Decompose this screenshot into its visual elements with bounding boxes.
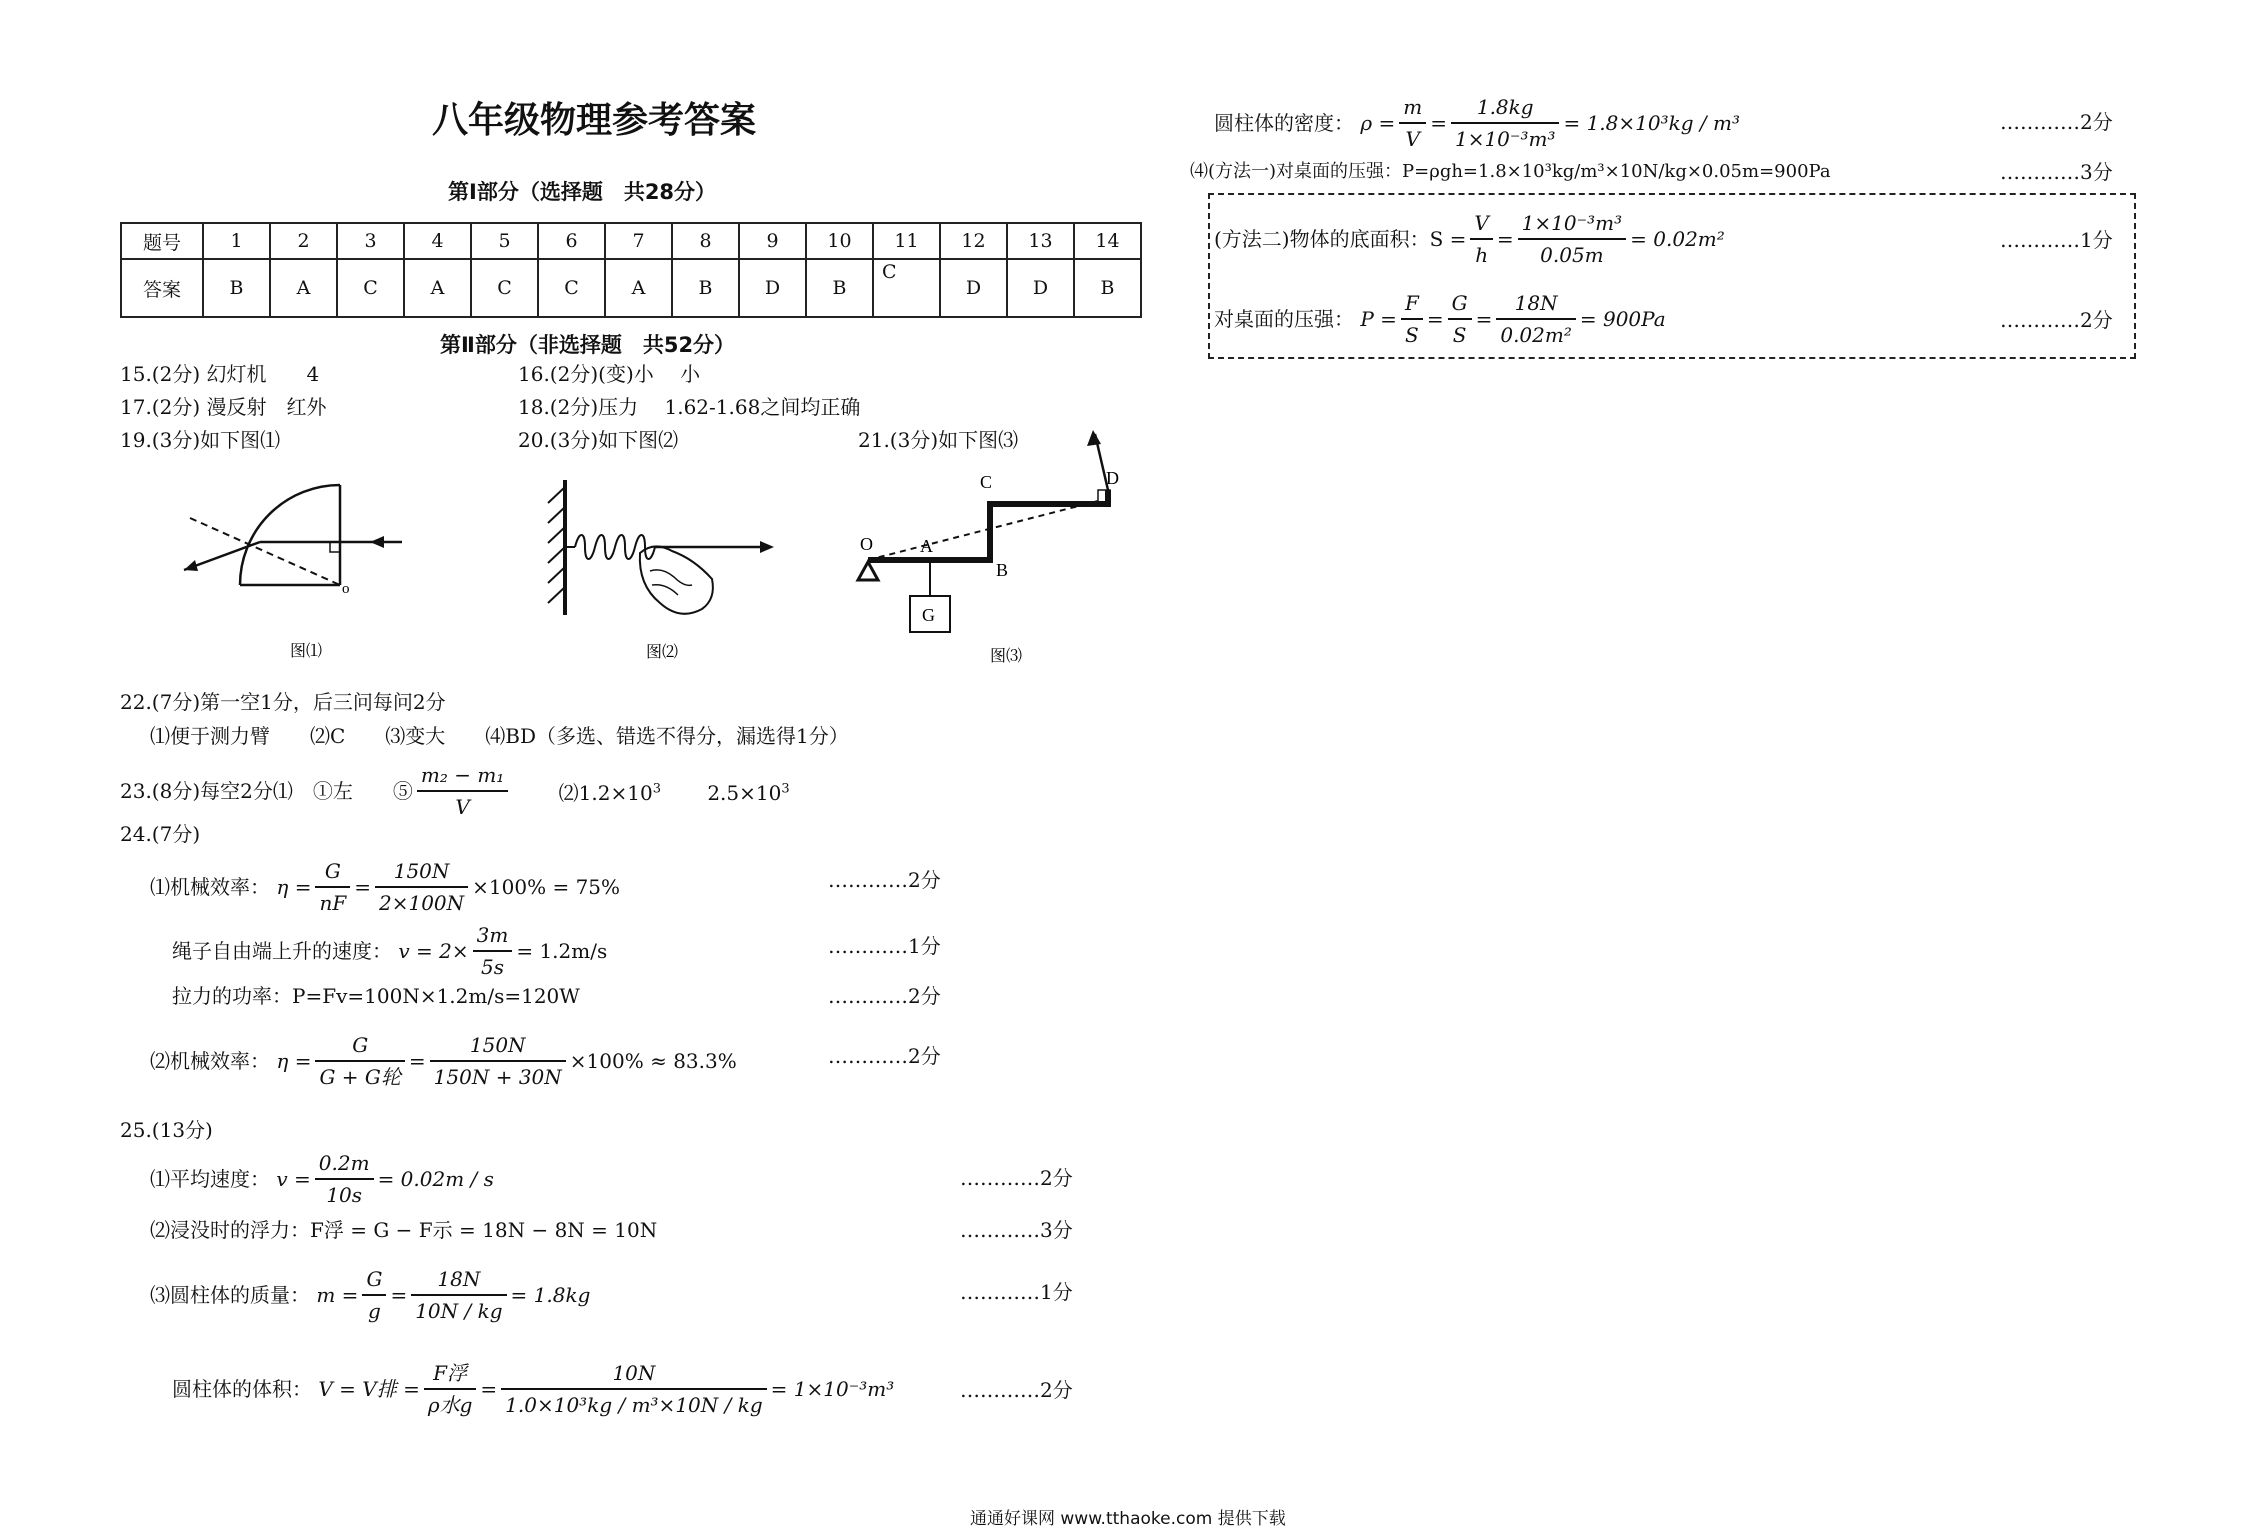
- fraction: [473, 920, 513, 982]
- fraction-num: G: [1451, 291, 1468, 315]
- fraction-num: 1.8kg: [1476, 95, 1534, 119]
- fraction-den: S: [1448, 318, 1472, 350]
- label: ⑵机械效率：: [150, 1049, 270, 1073]
- method1-line: ⑷(方法一)对桌面的压强：P=ρgh=1.8×10³kg/m³×10N/kg×0.05m=900Pa: [1190, 161, 1831, 182]
- answer-25-line2: ⑵浸没时的浮力：F浮 = G − F示 = 18N − 8N = 10N: [150, 1218, 658, 1242]
- table-cell: C: [873, 259, 940, 317]
- exponent: 3: [781, 781, 790, 797]
- score: …………2分: [828, 1044, 941, 1068]
- fraction: [315, 1030, 404, 1092]
- table-cell: 11: [873, 223, 940, 259]
- fraction-den: nF: [315, 886, 350, 918]
- fraction: [424, 1358, 477, 1420]
- table-cell: D: [1007, 259, 1074, 317]
- fraction-den: 0.02m²: [1496, 318, 1576, 350]
- answer-16: 16.(2分)(变)小 小: [518, 362, 701, 386]
- answer-23-tail: [707, 781, 789, 805]
- table-cell: C: [471, 259, 538, 317]
- label: ⑶圆柱体的质量：: [150, 1283, 310, 1307]
- density-line: 圆柱体的密度： ρ = $\frac{m}{V}$ = $\frac{1.8kg}{\text{1×10⁻³m³}}$ = 1.8×10³kg / m³: [1214, 92, 1740, 154]
- density-fraction: [417, 760, 508, 822]
- table-cell: B: [203, 259, 270, 317]
- fig3-label-o: O: [860, 534, 873, 554]
- fraction-num: 0.2m: [318, 1151, 370, 1175]
- tail: = 1.8×10³kg / m³: [1563, 111, 1740, 135]
- fraction-den: 0.05m: [1518, 238, 1627, 270]
- fraction: [430, 1030, 566, 1092]
- label: 绳子自由端上升的速度：: [172, 939, 392, 963]
- answer-25-line3: ⑶圆柱体的质量： m = $\frac{G}{g}$ = $\frac{18N}{10N / kg}$ = 1.8kg: [150, 1264, 590, 1326]
- fig3-label-g: G: [922, 605, 935, 625]
- label: (方法二)物体的底面积：S =: [1214, 227, 1467, 251]
- tail: = 900Pa: [1579, 307, 1666, 331]
- table-cell: A: [404, 259, 471, 317]
- answer-24-line2: [172, 920, 607, 982]
- fraction-den: V: [1399, 122, 1426, 154]
- answer-21: 21.(3分)如下图⑶: [858, 428, 1019, 452]
- fraction: [501, 1358, 766, 1420]
- fraction-num: 150N: [469, 1033, 526, 1057]
- fig3-label-c: C: [980, 472, 993, 492]
- table-cell: 14: [1074, 223, 1141, 259]
- fraction: [375, 856, 468, 918]
- answer-18: 18.(2分)压力 1.62-1.68之间均正确: [518, 395, 861, 419]
- fraction-num: m: [1403, 95, 1423, 119]
- fraction: [1451, 92, 1560, 154]
- fraction-den: 10N / kg: [411, 1294, 506, 1326]
- fraction-den: 10s: [315, 1178, 374, 1210]
- table-cell: 7: [605, 223, 672, 259]
- answer-23-tail-text: 2.5×10: [707, 780, 782, 805]
- fig3-caption: 图⑶: [990, 648, 1023, 665]
- fraction-num: F: [1404, 291, 1419, 315]
- fig1-caption: 图⑴: [290, 643, 323, 660]
- fraction-num: 150N: [393, 859, 450, 883]
- label: ⑴机械效率：: [150, 875, 270, 899]
- tail: = 0.02m / s: [377, 1167, 494, 1191]
- answer-15: 15.(2分) 幻灯机 4: [120, 362, 320, 386]
- tail: ×100% ≈ 83.3%: [569, 1049, 737, 1073]
- answer-19: 19.(3分)如下图⑴: [120, 428, 281, 452]
- method2-line: (方法二)物体的底面积：S = $\frac{V}{h}$ = $\frac{\text{1×10⁻³m³}}{0.05m}$ = 0.02m²: [1214, 208, 1725, 270]
- fraction-den: 1.0×10³kg / m³×10N / kg: [501, 1388, 766, 1420]
- fraction-den: V: [417, 790, 508, 822]
- fraction-den: S: [1401, 318, 1423, 350]
- tail: = 1.8kg: [510, 1283, 591, 1307]
- fraction-den: G + G轮: [315, 1060, 404, 1092]
- table-cell: D: [739, 259, 806, 317]
- lhs: v = 2×: [398, 939, 469, 963]
- answer-23-prefix: 23.(8分)每空2分⑴ ①左 ⑤: [120, 779, 413, 803]
- figure-refraction: [170, 480, 420, 660]
- fig3-label-a: A: [920, 536, 933, 556]
- fraction: [1496, 288, 1576, 350]
- fig3-label-d: D: [1106, 468, 1119, 488]
- table-cell: B: [672, 259, 739, 317]
- lhs: m =: [316, 1283, 359, 1307]
- fraction-den: 150N + 30N: [430, 1060, 566, 1092]
- question-row: [121, 223, 1141, 259]
- answer-22-head: 22.(7分)第一空1分，后三问每问2分: [120, 690, 446, 714]
- table-cell: 9: [739, 223, 806, 259]
- answer-23-mid-text: ⑵1.2×10: [558, 780, 653, 805]
- score: …………2分: [828, 868, 941, 892]
- fraction-den: h: [1470, 238, 1492, 270]
- lhs: ρ =: [1360, 111, 1396, 135]
- table-cell: B: [806, 259, 873, 317]
- tail: = 0.02m²: [1630, 227, 1725, 251]
- answer-22-body: ⑴便于测力臂 ⑵C ⑶变大 ⑷BD（多选、错选不得分，漏选得1分）: [150, 724, 849, 748]
- fraction: [1401, 288, 1423, 350]
- answer-row: [121, 259, 1141, 317]
- table-cell: D: [940, 259, 1007, 317]
- tail: = 1×10⁻³m³: [770, 1377, 895, 1401]
- part2-heading: 第Ⅱ部分（非选择题 共52分）: [440, 333, 736, 357]
- fraction-den: ρ水g: [424, 1388, 477, 1420]
- score: …………2分: [960, 1166, 1073, 1190]
- fraction: [1518, 208, 1627, 270]
- answer-24-line3: 拉力的功率：P=Fv=100N×1.2m/s=120W: [172, 984, 580, 1008]
- fraction-num: 18N: [1514, 291, 1558, 315]
- fig3-label-b: B: [996, 560, 1009, 580]
- answer-25-head: 25.(13分): [120, 1118, 213, 1142]
- exponent: 3: [652, 781, 661, 797]
- table-cell: 13: [1007, 223, 1074, 259]
- fraction-num: 3m: [476, 923, 509, 947]
- score: …………3分: [960, 1218, 1073, 1242]
- score: …………3分: [2000, 160, 2113, 184]
- tail: ×100% = 75%: [472, 875, 621, 899]
- row-label-q: 题号: [121, 223, 203, 259]
- lhs: v =: [276, 1167, 311, 1191]
- lhs: P =: [1360, 307, 1397, 331]
- fraction-num: G: [366, 1267, 383, 1291]
- answer-24-line4: ⑵机械效率： η = $\frac{G}{\text{G + G轮}}$ = $\frac{150N}{150N + 30N}$ ×100% ≈ 83.3%: [150, 1030, 737, 1092]
- table-cell: A: [270, 259, 337, 317]
- answer-20: 20.(3分)如下图⑵: [518, 428, 679, 452]
- score: …………2分: [2000, 110, 2113, 134]
- fraction-num: 18N: [437, 1267, 481, 1291]
- fraction: [411, 1264, 506, 1326]
- lhs: η =: [276, 1049, 312, 1073]
- fraction-den: 5s: [473, 950, 513, 982]
- fraction-num: m₂ − m₁: [420, 763, 505, 787]
- fraction-num: G: [324, 859, 341, 883]
- tail: = 1.2m/s: [516, 939, 608, 963]
- page-title: 八年级物理参考答案: [432, 100, 757, 141]
- table-cell: B: [1074, 259, 1141, 317]
- fraction: [1470, 208, 1492, 270]
- score: …………1分: [2000, 228, 2113, 252]
- score: …………1分: [828, 934, 941, 958]
- table-cell: 1: [203, 223, 270, 259]
- fraction-num: 1×10⁻³m³: [1521, 211, 1623, 235]
- answer-17: 17.(2分) 漫反射 红外: [120, 395, 327, 419]
- answer-23: [120, 760, 790, 822]
- table-cell: 4: [404, 223, 471, 259]
- pressure-line: 对桌面的压强： P = $\frac{F}{S}$ = $\frac{G}{S}$ = $\frac{18N}{\text{0.02m²}}$ = 900Pa: [1214, 288, 1666, 350]
- table-cell: A: [605, 259, 672, 317]
- fraction: [362, 1264, 386, 1326]
- fraction: [315, 856, 350, 918]
- label: 圆柱体的体积：: [172, 1377, 312, 1401]
- lhs: η =: [276, 875, 312, 899]
- table-cell: 2: [270, 223, 337, 259]
- fraction-num: 10N: [612, 1361, 656, 1385]
- answer-24-line1: ⑴机械效率： η = $\frac{G}{nF}$ = $\frac{150N}{2\times 100N}$ ×100% = 75%: [150, 856, 620, 918]
- answer-25-line1: [150, 1148, 494, 1210]
- answer-table: [120, 222, 1142, 318]
- fraction-den: 1×10⁻³m³: [1451, 122, 1560, 154]
- fraction: [1448, 288, 1472, 350]
- table-cell: 10: [806, 223, 873, 259]
- fraction: [1399, 92, 1426, 154]
- label: 圆柱体的密度：: [1214, 111, 1354, 135]
- score: …………2分: [960, 1378, 1073, 1402]
- fraction-den: 2×100N: [375, 886, 468, 918]
- table-cell: C: [538, 259, 605, 317]
- label: ⑴平均速度：: [150, 1167, 270, 1191]
- fraction: [315, 1148, 374, 1210]
- table-cell: 3: [337, 223, 404, 259]
- score: …………2分: [828, 984, 941, 1008]
- table-cell: 5: [471, 223, 538, 259]
- fraction-num: F浮: [433, 1361, 468, 1385]
- fig1-o-label: o: [342, 581, 350, 597]
- figure-spring: [540, 475, 800, 665]
- answer-23-mid: [559, 781, 661, 805]
- part1-heading: 第Ⅰ部分（选择题 共28分）: [448, 180, 717, 204]
- table-cell: 12: [940, 223, 1007, 259]
- answer-24-head: 24.(7分): [120, 822, 201, 846]
- label: 对桌面的压强：: [1214, 307, 1354, 331]
- lhs: V = V排 =: [318, 1377, 420, 1401]
- fraction-num: G: [352, 1033, 369, 1057]
- footer-credit: 通通好课网 www.tthaoke.com 提供下载: [970, 1509, 1286, 1529]
- score: …………2分: [2000, 308, 2113, 332]
- fraction-num: V: [1474, 211, 1489, 235]
- score: …………1分: [960, 1280, 1073, 1304]
- table-cell: 8: [672, 223, 739, 259]
- fig2-caption: 图⑵: [646, 644, 679, 661]
- figure-lever: [850, 428, 1130, 665]
- table-cell: C: [337, 259, 404, 317]
- answer-25-line4: 圆柱体的体积： V = V排 = $\frac{\text{F浮}}{\text{ρ水g}}$ = $\frac{10N}{\text{1.0×10³kg / m³×10N / kg}}$ = 1×10⁻³m³: [172, 1358, 894, 1420]
- table-cell: 6: [538, 223, 605, 259]
- row-label-a: 答案: [121, 259, 203, 317]
- fraction-den: g: [362, 1294, 386, 1326]
